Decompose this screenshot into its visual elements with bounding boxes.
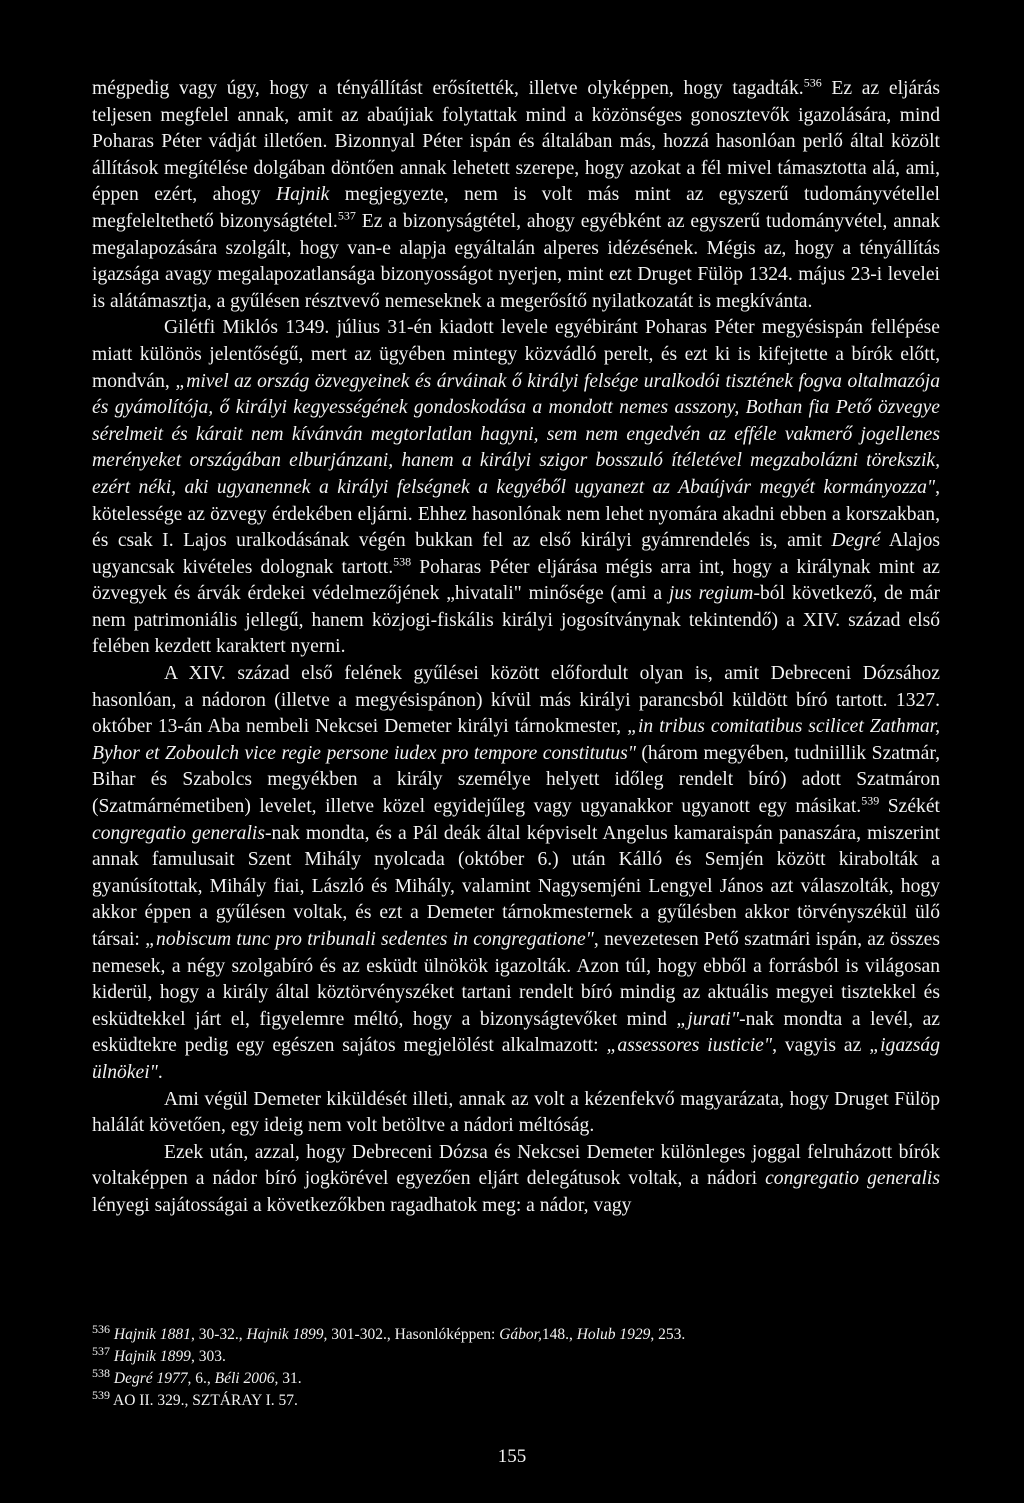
text-run: Gilétfi Miklós 1349. július 31-én kiadott levele egyébiránt Poharas Péter megyésispán fellépése miatt különös jelentőségű, mert az ügyében mintegy közvádló perelt, és ezt ki is kifejtette a bírók előtt, mondván, <box>92 317 940 392</box>
text-run: Poharas Péter eljárása mégis arra int, hogy a királynak mint az özvegyek és árvák érdekei védelmezőjének „hivatali" minősége (ami a <box>92 556 940 605</box>
text-run: , 303. <box>190 1348 226 1365</box>
footnote-ref: 536 <box>803 75 822 90</box>
italic-text: „nobiscum tunc pro tribunali sedentes in congregatione" <box>145 929 594 950</box>
text-run: , 31. <box>274 1370 302 1387</box>
italic-text: Degré 1977 <box>113 1370 188 1387</box>
text-run: A XIV. század első felének gyűlései között előfordult olyan is, amit Debreceni Dózsához hasonlóan, a nádoron (illetve a megyésispánon) kívül más királyi parancsból küldött bíró tartott. 1327. október 13-án Aba nembeli Nekcsei Demeter királyi tárnokmester, <box>92 663 940 738</box>
italic-text: Hajnik 1899 <box>246 1326 324 1343</box>
footnote-ref: 537 <box>92 1343 110 1358</box>
text-run: Alajos ugyancsak kivételes dolognak tartott. <box>92 530 940 578</box>
text-run: Ez az eljárás teljesen megfelel annak, amit az abaújiak folytattak mind a közönséges gonosztevők igazolására, mind Poharas Péter vádját illetően. Bizonnyal Péter ispán és általában más, hozzá hasonlóan perlő által közölt állítások megítélése dolgában döntően annak lehetett szerepe, hogy azokat a fél mivel támasztotta alá, ami, éppen ezért, ahogy <box>92 78 940 206</box>
text-run: -nak mondta a levél, az esküdtekre pedig egy egészen sajátos megjelölést alkalmazott: <box>92 1008 940 1057</box>
italic-text: Gábor, <box>499 1326 542 1343</box>
text-run: -nak mondta, és a Pál deák által képviselt Angelus kamaraispán panaszára, miszerint annak famulusait Szent Mihály nyolcada (október 6.) után Kálló és Semjén között kirabolták a gyanúsítottak, Mihály fiai, László és Mihály, valamint Nagysemjéni Lengyel János azt válaszolták, hogy akkor éppen a gyűlésen voltak, és ezt a Demeter tárnokmesternek a gyűlésben akkor törvényszékül ülő társai: <box>92 822 940 950</box>
italic-text: Béli 2006 <box>214 1370 275 1387</box>
body-text <box>92 76 940 1220</box>
footnote-ref: 538 <box>393 554 412 569</box>
italic-text: jus regium <box>668 583 754 605</box>
footnote-ref: 536 <box>92 1321 110 1336</box>
paragraph-2 <box>92 315 940 661</box>
text-run: megjegyezte, nem is volt más mint az egyszerű tudományvétellel megfeleltethető bizonyságtétel. <box>92 184 941 232</box>
footnote-ref: 538 <box>92 1365 110 1380</box>
text-run: , vagyis az <box>772 1035 870 1057</box>
text-run: Ez a bizonyságtétel, ahogy egyébként az egyszerű tudományvétel, annak megalapozására szolgált, hogy van-e alapja egyáltalán alperes idézésének. Mégis az, hogy a tényállítás igazsága avagy megalapozatlansága bizonyosságot nyerjen, mint ezt Druget Fülöp 1324. május 23-i levelei is alátámasztja, a gyűlésen résztvevő nemeseknek a megerősítő nyilatkozatát is megkívánta. <box>92 210 940 312</box>
footnote-537 <box>92 1343 940 1368</box>
italic-text: Holub 1929 <box>576 1326 651 1343</box>
text-run: (három megyében, tudniillik Szatmár, Bihar és Szabolcs megyékben a király személye helyett időleg rendelt bíró) adott Szatmáron (Szatmárnémetiben) levelet, illetve közel egyidejűleg vagy ugyanakkor ugyanott egy másikat. <box>92 742 940 818</box>
italic-text: congregatio generalis <box>92 822 265 844</box>
text-run: , nevezetesen Pető szatmári ispán, az összes nemesek, a négy szolgabíró és az esküdt ülnökök igazolták. Azon túl, hogy ebből a forrásból is világosan kiderül, hogy a király által köztörvényszéket tartani rendelt bíró mindig az aktuális megyei tisztekkel és esküdtekkel járt el, figyelemre méltó, hogy a bizonyságtevőket mind <box>92 929 940 1030</box>
italic-text: „jurati" <box>676 1008 740 1030</box>
paragraph-1 <box>92 76 940 315</box>
text-run: , 30-32., <box>190 1326 247 1343</box>
text-run: -ból következő, de már nem patrimoniális jellegű, hanem közjogi-fiskális királyi jogosítványnak tekintendő) a XIV. század első felében kezdett karaktert nyerni. <box>92 583 941 658</box>
text-run: , 6., <box>187 1370 215 1387</box>
italic-text: „igazság ülnökei" <box>92 1035 940 1083</box>
text-run: , kötelessége az özvegy érdekében eljárni. Ehhez hasonlónak nem lehet nyomára akadni ebben a korszakban, és csak I. Lajos uralkodásának végén bukkan fel az első királyi gyámrendelés is, amit <box>92 476 940 552</box>
footnote-538 <box>92 1365 940 1390</box>
italic-text: congregatio generalis <box>765 1168 940 1190</box>
italic-text: Degré <box>831 530 881 552</box>
footnote-ref: 539 <box>92 1387 110 1402</box>
paragraph-4 <box>92 1087 940 1140</box>
text-run: 148., <box>541 1326 577 1343</box>
italic-text: Hajnik 1881 <box>113 1326 191 1343</box>
footnotes <box>92 1321 940 1412</box>
footnote-539 <box>92 1387 940 1412</box>
paragraph-5 <box>92 1140 940 1220</box>
text-run: , 301-302., Hasonlóképpen: <box>323 1326 500 1343</box>
text-run: Ezek után, azzal, hogy Debreceni Dózsa és Nekcsei Demeter különleges joggal felruházott bírók voltaképpen a nádor bíró jogkörével egyezően eljárt delegátusok voltak, a nádori <box>92 1141 940 1190</box>
italic-text: Hajnik <box>275 184 330 206</box>
italic-text: „mivel az ország özvegyeinek és árváinak ő királyi felsége uralkodói tisztének fogva oltalmazója és gyámolítója, ő királyi kegyességének gondoskodása a mondott nemes asszony, Bothan fia Pető özvegye sérelmeit és kárait nem kívánván megtorlatlan hagyni, sem nem engedvén az efféle vakmerő jogellenes merényeket országában elburjánzani, hanem a királyi szigor bosszuló ítéletével megzabolázni törekszik, ezért néki, aki ugyanennek a királyi felségnek a kegyéből ugyanezt az Abaújvár megyét kormányozza" <box>92 370 941 498</box>
footnote-ref: 539 <box>861 793 880 808</box>
text-run: lényegi sajátosságai a következőkben ragadhatok meg: a nádor, vagy <box>92 1194 632 1216</box>
text-run: . <box>157 1061 163 1083</box>
page-number: 155 <box>497 1446 527 1467</box>
footnote-536 <box>92 1321 940 1346</box>
footnote-ref: 537 <box>337 208 356 223</box>
text-run: mégpedig vagy úgy, hogy a tényállítást erősítették, illetve olyképpen, hogy tagadták. <box>92 78 804 99</box>
italic-text: „in tribus comitatibus scilicet Zathmar, Byhor et Zoboulch vice regie persone iudex pro tempore constitutus" <box>92 716 940 764</box>
paragraph-3 <box>92 661 940 1087</box>
italic-text: „assessores iusticie" <box>606 1035 773 1057</box>
text-run: AO II. 329., SZTÁRAY I. 57. <box>110 1392 298 1409</box>
text-run: Székét <box>879 796 940 818</box>
text-run: Ami végül Demeter kiküldését illeti, annak az volt a kézenfekvő magyarázata, hogy Druget Fülöp halálát követően, egy ideig nem volt betöltve a nádori méltóság. <box>92 1088 940 1137</box>
text-run: , 253. <box>650 1326 686 1343</box>
italic-text: Hajnik 1899 <box>113 1348 191 1365</box>
